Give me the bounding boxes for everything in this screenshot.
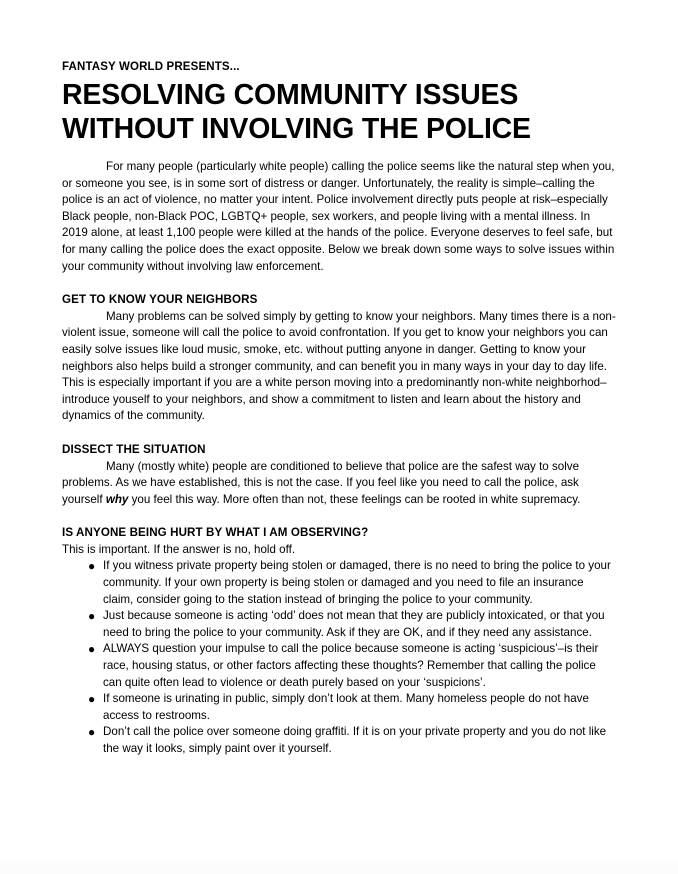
- bullet-list: [62, 558, 616, 757]
- section-is-anyone-being-hurt: [62, 525, 616, 757]
- bullet-icon: ●: [88, 725, 96, 740]
- intro-paragraph: For many people (particularly white people) calling the police seems like the natural step when you, or someone you see, is in some sort of distress or danger. Unfortunately, the reality is simple–calling the police is an act of violence, no matter your intent. Police involvement directly puts people at risk–especially Black people, non-Black POC, LGBTQ+ people, sex workers, and people living with a mental illness. In 2019 alone, at least 1,100 people were killed at the hands of the police. Everyone deserves to feel safe, but for many calling the police does the exact opposite. Below we break down some ways to solve issues within your community without involving law enforcement.: [62, 160, 615, 273]
- bullet-icon: ●: [88, 609, 96, 624]
- section-body-emphasis: why: [105, 492, 129, 506]
- section-heading: DISSECT THE SITUATION: [62, 442, 206, 456]
- section-get-to-know-your-neighbors: [62, 292, 616, 425]
- page-title: [62, 79, 616, 146]
- section-body-part-1: Many (mostly white) people are conditioned to believe that police are the safest way to solve problems. As we have established, this is not the case. If you feel like you need to call the police, ask yourself: [62, 459, 580, 506]
- bullet-icon: ●: [88, 642, 96, 657]
- list-item-text: Don’t call the police over someone doing graffiti. If it is on your private property and you do not like the way it looks, simply paint over it yourself.: [103, 725, 607, 755]
- section-dissect-the-situation: [62, 442, 616, 508]
- page-title-line-2: WITHOUT INVOLVING THE POLICE: [62, 112, 531, 145]
- section-lead: This is important. If the answer is no, hold off.: [62, 542, 296, 556]
- list-item: [62, 691, 616, 724]
- list-item-text: Just because someone is acting ‘odd’ does not mean that they are publicly intoxicated, or that you need to bring the police to your community. Ask if they are OK, and if they need any assistance.: [103, 609, 605, 639]
- section-heading: IS ANYONE BEING HURT BY WHAT I AM OBSERVING?: [62, 526, 369, 540]
- list-item: [62, 724, 616, 757]
- list-item: [62, 558, 616, 608]
- document-content: [62, 60, 616, 758]
- section-body-part-2: you feel this way. More often than not, these feelings can be rooted in white supremacy.: [128, 492, 581, 506]
- list-item-text: If someone is urinating in public, simply don’t look at them. Many homeless people do not have access to restrooms.: [103, 692, 589, 722]
- section-body: Many problems can be solved simply by getting to know your neighbors. Many times there is a non-violent issue, someone will call the police to avoid confrontation. If you get to know your neighbors you can easily solve issues like loud music, smoke, etc. without putting anyone in danger. Getting to know your neighbors also helps build a stronger community, and can benefit you in many ways in your day to day life. This is especially important if you are a white person moving into a predominantly non-white neighborhod–introduce youself to your neighbors, and show a commitment to listen and learn about the history and dynamics of the community.: [62, 309, 616, 423]
- list-item-text: If you witness private property being stolen or damaged, there is no need to bring the police to your community. If your own property is being stolen or damaged and you need to file an insurance claim, consider going to the station instead of bringing the police to your community.: [103, 559, 611, 606]
- section-body: [62, 459, 616, 509]
- section-heading: GET TO KNOW YOUR NEIGHBORS: [62, 293, 258, 307]
- page-bottom-band: [0, 863, 678, 874]
- bullet-icon: ●: [88, 692, 96, 707]
- document-kicker: FANTASY WORLD PRESENTS...: [62, 61, 240, 73]
- page-title-line-1: RESOLVING COMMUNITY ISSUES: [62, 79, 519, 111]
- list-item-text: ALWAYS question your impulse to call the police because someone is acting ‘suspicious’–is their race, housing status, or other factors affecting these thoughts? Remember that calling the police can quite often lead to violence or death purely based on your ‘suspicions’.: [103, 642, 599, 689]
- list-item: [62, 641, 616, 691]
- bullet-icon: ●: [88, 559, 96, 574]
- list-item: [62, 608, 616, 641]
